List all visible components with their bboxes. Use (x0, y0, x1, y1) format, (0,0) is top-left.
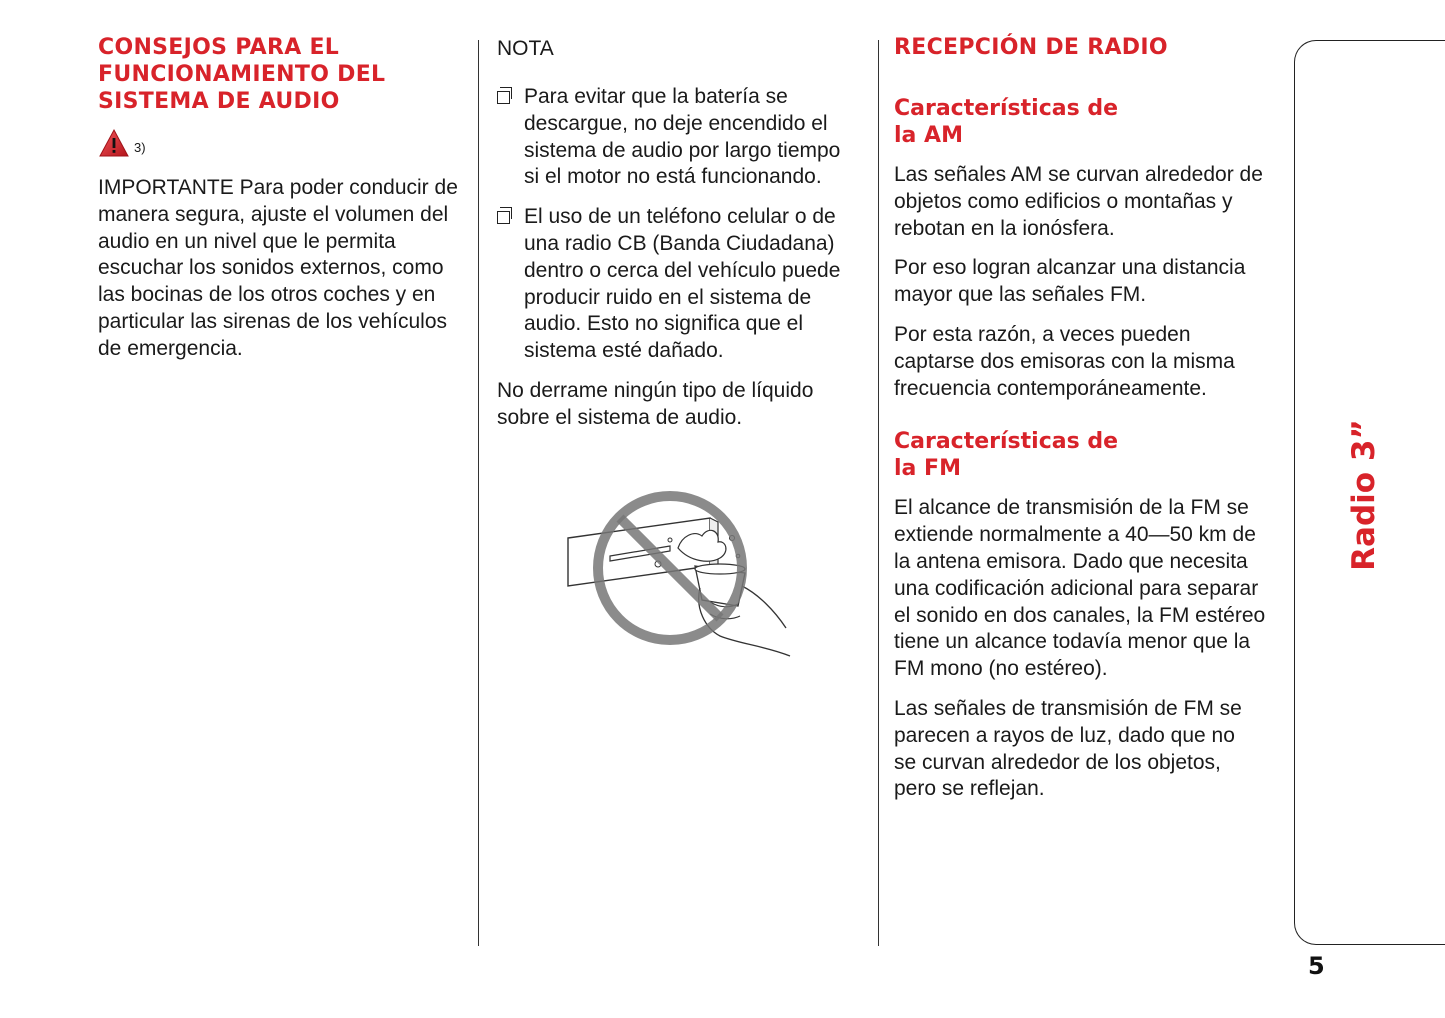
warning-reference (98, 125, 458, 161)
important-paragraph: IMPORTANTE Para poder conducir de manera segura, ajuste el volumen del audio en un nivel que le permita escuchar los sonidos externos, como las bocinas de los otros coches y en particular las sirenas de los vehículos de emergencia. (98, 176, 458, 360)
warning-triangle-icon (98, 128, 130, 158)
section-heading-audio-tips: CONSEJOS PARA EL FUNCIONAMIENTO DEL SISTEMA DE AUDIO (98, 35, 386, 114)
chapter-tab-label: Radio 3” (1346, 419, 1382, 571)
subheading-fm: Características de la FM (894, 429, 1119, 482)
list-item (497, 204, 857, 365)
checkbox-bullet-icon (497, 91, 510, 104)
page-number: 5 (1308, 952, 1325, 980)
fm-paragraph: Las señales de transmisión de FM se parecen a rayos de luz, dado que no se curvan alrededor de los objetos, pero se reflejan. (894, 696, 1242, 801)
column-divider (878, 40, 879, 946)
bullet-text: Para evitar que la batería se descargue, no deje encendido el sistema de audio por largo tiempo si el motor no está funcionando. (524, 85, 841, 189)
warning-ref-number: 3) (134, 139, 146, 155)
am-paragraph: Por eso logran alcanzar una distancia mayor que las señales FM. (894, 256, 1246, 307)
nota-label: NOTA (497, 37, 554, 60)
column-1 (98, 34, 458, 363)
liquid-warning-paragraph: No derrame ningún tipo de líquido sobre el sistema de audio. (497, 378, 814, 429)
am-paragraph: Por esta razón, a veces pueden captarse dos emisoras con la misma frecuencia contemporáneamente. (894, 322, 1235, 400)
am-paragraph: Las señales AM se curvan alrededor de objetos como edificios o montañas y rebotan en la ionósfera. (894, 163, 1263, 240)
column-3 (894, 34, 1269, 803)
checkbox-bullet-icon (497, 211, 510, 224)
subheading-am: Características de la AM (894, 96, 1119, 148)
section-heading-radio-reception: RECEPCIÓN DE RADIO (894, 35, 1168, 60)
bullet-text: El uso de un teléfono celular o de una radio CB (Banda Ciudadana) dentro o cerca del vehículo puede producir ruido en el sistema de audio. Esto no significa que el sistema esté dañado. (524, 205, 841, 363)
fm-paragraph: El alcance de transmisión de la FM se extiende normalmente a 40—50 km de la antena emisora. Dado que necesita una codificación adicional para separar el sonido en dos canales, la FM estéreo tiene un alcance todavía menor que la FM mono (no estéreo). (894, 496, 1266, 681)
list-item (497, 84, 857, 191)
no-liquid-prohibition-icon (560, 478, 800, 668)
column-divider (478, 40, 479, 946)
column-2 (497, 34, 857, 432)
